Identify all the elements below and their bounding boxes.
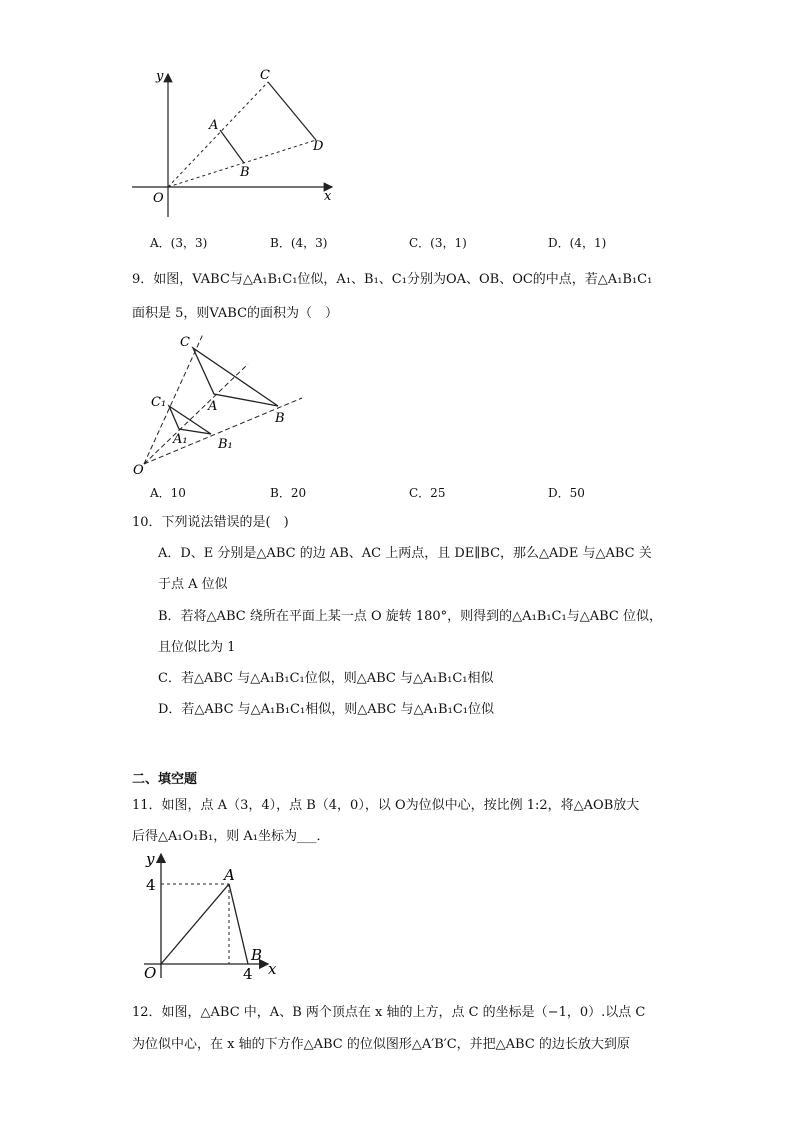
- q8-option-c[interactable]: C．(3，1): [409, 236, 467, 250]
- q12-text-line2: 为位似中心，在 x 轴的下方作△ABC 的位似图形△A′B′C，并把△ABC 的边长放大到原: [132, 1037, 630, 1052]
- q9-text-line1: 9．如图，VABC与△A₁B₁C₁位似，A₁、B₁、C₁分别为OA、OB、OC的中点，若△A₁B₁C₁: [132, 272, 653, 287]
- segment-oa: [161, 884, 229, 964]
- label-o: O: [153, 191, 164, 206]
- q9-option-a[interactable]: A．10: [150, 486, 186, 500]
- label-o: O: [133, 463, 144, 478]
- label-y: y: [156, 69, 164, 84]
- label-x: x: [268, 960, 277, 978]
- label-a: A: [208, 399, 218, 414]
- label-c: C: [260, 68, 270, 83]
- q10-option-d[interactable]: D．若△ABC 与△A₁B₁C₁相似，则△ABC 与△A₁B₁C₁位似: [158, 702, 494, 717]
- label-four-x: 4: [243, 965, 253, 983]
- label-o: O: [144, 964, 157, 982]
- q10-option-a[interactable]: A．D、E 分别是△ABC 的边 AB、AC 上两点，且 DE∥BC，那么△ADE 与△ABC 关: [158, 546, 652, 561]
- label-a1: A₁: [173, 432, 188, 447]
- q12-text-line1: 12．如图，△ABC 中，A、B 两个顶点在 x 轴的上方，点 C 的坐标是（−1，0）.以点 C: [132, 1005, 646, 1020]
- label-b1: B₁: [218, 437, 233, 452]
- q9-figure: [128, 330, 318, 478]
- label-b: B: [240, 165, 250, 180]
- ray-oc: [168, 82, 268, 187]
- q10-option-b-cont: 且位似比为 1: [158, 640, 236, 655]
- label-a: A: [224, 866, 235, 884]
- segment-ab: [220, 130, 244, 163]
- label-a: A: [209, 118, 219, 133]
- q11-figure: [134, 848, 284, 983]
- label-c1: C₁: [151, 395, 167, 410]
- q10-option-b[interactable]: B．若将△ABC 绕所在平面上某一点 O 旋转 180°，则得到的△A₁B₁C₁与△ABC 位似，: [158, 609, 662, 624]
- q11-text-line2: 后得△A₁O₁B₁，则 A₁坐标为___．: [132, 829, 330, 844]
- q9-option-d[interactable]: D．50: [548, 486, 585, 500]
- q8-option-a[interactable]: A．(3，3): [150, 236, 208, 250]
- q8-figure: [120, 62, 350, 222]
- label-b: B: [251, 946, 263, 964]
- segment-ab: [229, 884, 248, 964]
- label-d: D: [313, 139, 324, 154]
- segment-cd: [268, 82, 316, 140]
- label-c: C: [180, 335, 190, 350]
- label-b: B: [275, 411, 285, 426]
- triangle-a1b1c1: [169, 406, 211, 434]
- ray-ob: [144, 398, 302, 464]
- q10-option-c[interactable]: C．若△ABC 与△A₁B₁C₁位似，则△ABC 与△A₁B₁C₁相似: [158, 671, 494, 686]
- q9-option-b[interactable]: B．20: [270, 486, 307, 500]
- label-four-y: 4: [146, 876, 156, 894]
- q10-option-a-cont: 于点 A 位似: [158, 577, 228, 592]
- q8-option-b[interactable]: B．(4，3): [270, 236, 328, 250]
- label-y: y: [146, 850, 155, 868]
- label-x: x: [324, 189, 332, 204]
- q9-option-c[interactable]: C．25: [409, 486, 446, 500]
- triangle-abc: [193, 348, 278, 406]
- q10-stem: 10．下列说法错误的是( ): [132, 515, 289, 530]
- q8-option-d[interactable]: D．(4，1): [548, 236, 607, 250]
- q11-text-line1: 11．如图，点 A（3，4），点 B（4，0），以 O为位似中心，按比例 1:2，将△AOB放大: [132, 798, 640, 813]
- section-heading: 二、填空题: [132, 772, 198, 787]
- q9-text-line2: 面积是 5，则VABC的面积为（ ）: [132, 306, 339, 321]
